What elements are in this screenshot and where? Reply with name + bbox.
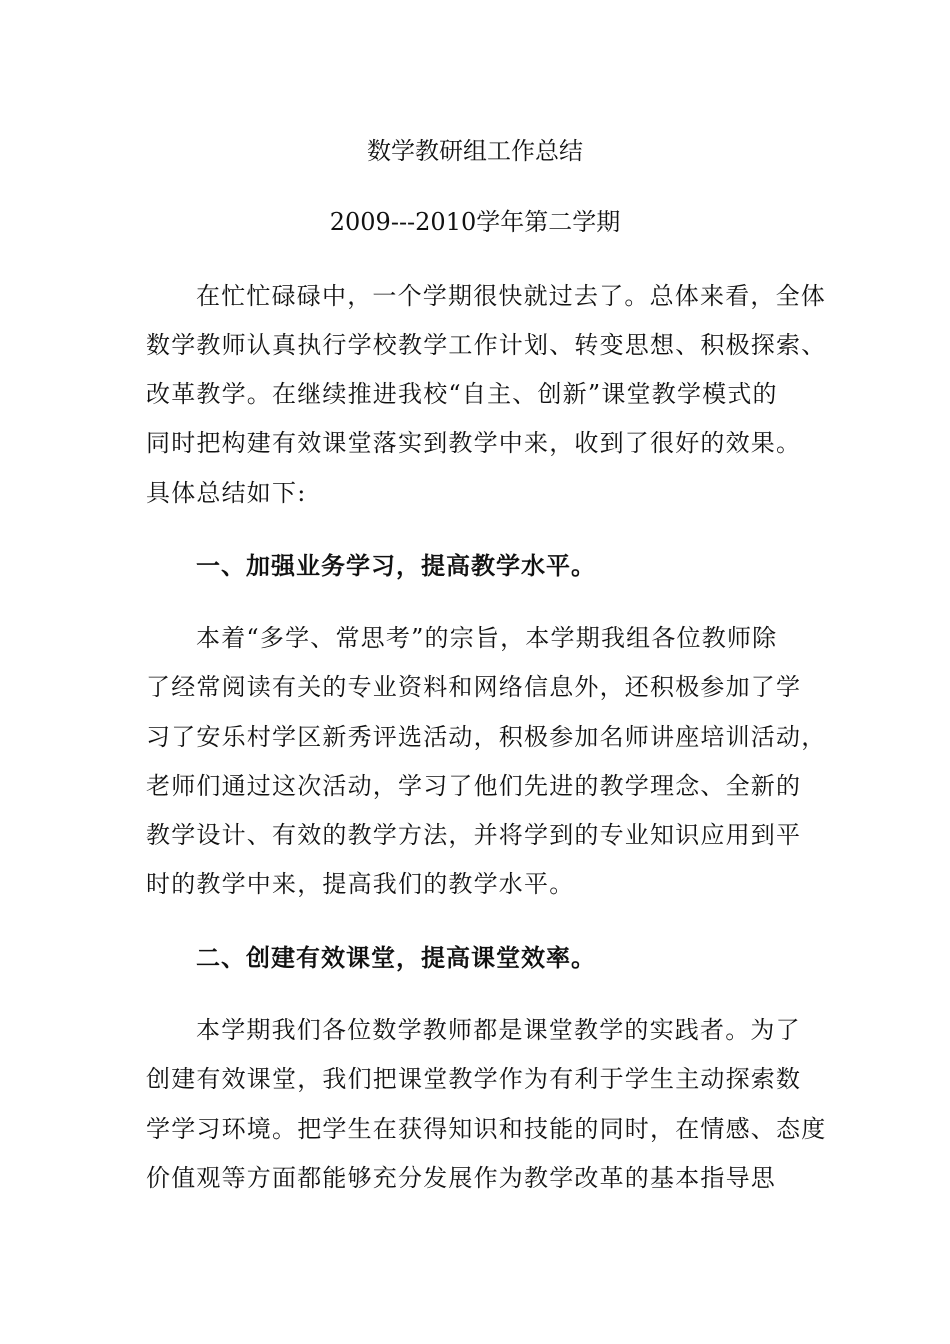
section-2-line: 创建有效课堂，我们把课堂教学作为有利于学生主动探索数: [146, 1065, 802, 1093]
intro-line: 改革教学。在继续推进我校“自主、创新”课堂教学模式的: [146, 380, 778, 408]
section-1-line: 教学设计、有效的教学方法，并将学到的专业知识应用到平: [146, 821, 802, 849]
section-2-line: 本学期我们各位数学教师都是课堂教学的实践者。为了: [196, 1016, 801, 1044]
document-title: 数学教研组工作总结: [367, 137, 583, 165]
intro-line: 数学教师认真执行学校教学工作计划、转变思想、积极探索、: [146, 331, 827, 359]
intro-line: 在忙忙碌碌中，一个学期很快就过去了。总体来看，全体: [196, 282, 826, 310]
section-1-line: 本着“多学、常思考”的宗旨，本学期我组各位教师除: [196, 624, 778, 652]
section-1-heading: 一、加强业务学习，提高教学水平。: [196, 551, 596, 580]
intro-line: 同时把构建有效课堂落实到教学中来，收到了很好的效果。: [146, 429, 802, 457]
section-1-line: 习了安乐村学区新秀评选活动，积极参加名师讲座培训活动，: [146, 723, 827, 751]
section-2-line: 学学习环境。把学生在获得知识和技能的同时，在情感、态度: [146, 1115, 827, 1143]
section-1-line: 老师们通过这次活动，学习了他们先进的教学理念、全新的: [146, 772, 802, 800]
section-2-heading: 二、创建有效课堂，提高课堂效率。: [196, 943, 596, 972]
section-1-line: 时的教学中来，提高我们的教学水平。: [146, 870, 575, 898]
section-2-line: 价值观等方面都能够充分发展作为教学改革的基本指导思: [146, 1164, 776, 1192]
intro-line: 具体总结如下:: [146, 479, 307, 507]
document-subtitle: 2009---2010学年第二学期: [329, 208, 621, 236]
section-1-line: 了经常阅读有关的专业资料和网络信息外，还积极参加了学: [146, 673, 802, 701]
